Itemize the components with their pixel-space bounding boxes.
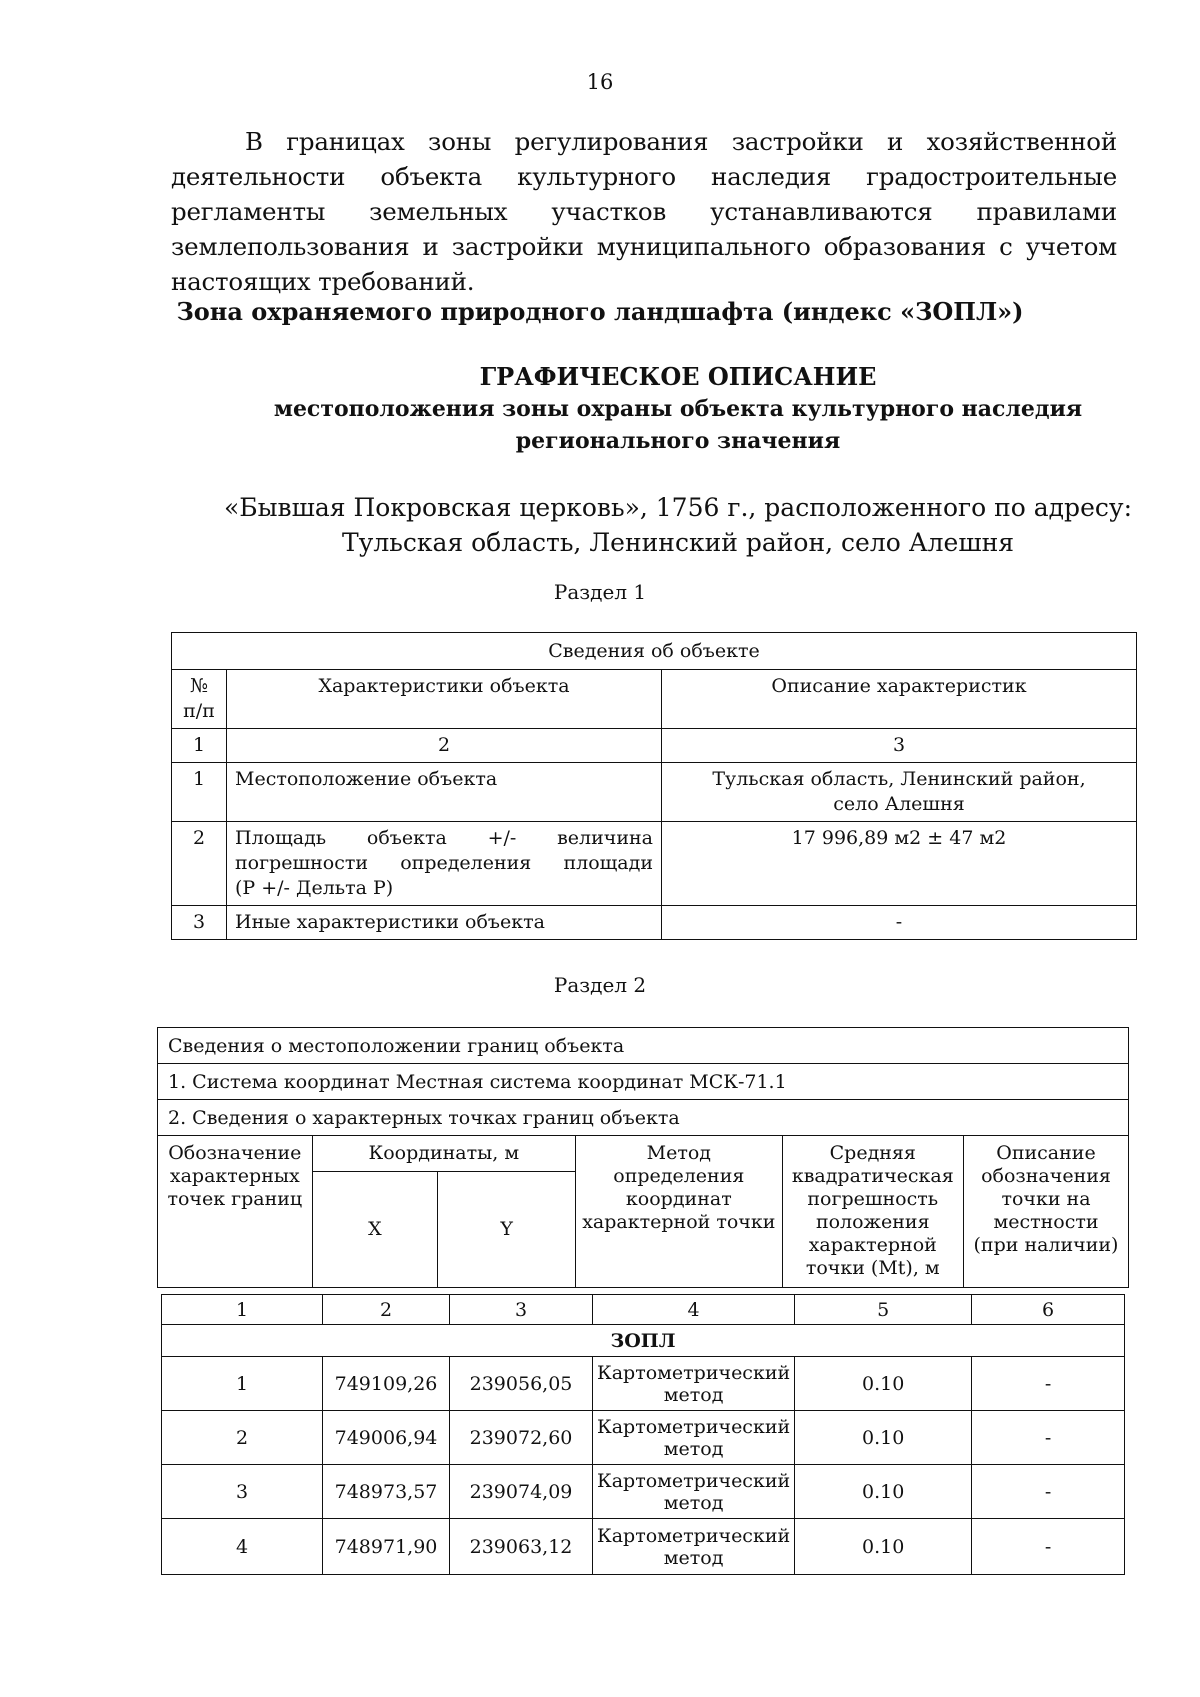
method-line: метод: [663, 1546, 724, 1569]
row-description: [662, 763, 1137, 822]
row-description: 17 996,89 м2 ± 47 м2: [662, 822, 1137, 906]
col-number: 1: [162, 1295, 323, 1325]
point-rms: 0.10: [795, 1357, 972, 1411]
zone-title: Зона охраняемого природного ландшафта (индекс «ЗОПЛ»): [176, 297, 1024, 326]
point-id: 3: [162, 1465, 323, 1519]
intro-paragraph: В границах зоны регулирования застройки и хозяйственной деятельности объекта культурного наследия градостроительные регламенты земельных участков устанавливаются правилами землепользования и застройки муниципального образования с учетом настоящих требований.: [171, 127, 1117, 296]
graphic-description-subtitle-1: местоположения зоны охраны объекта культурного наследия: [273, 396, 1083, 422]
col-number: 5: [795, 1295, 972, 1325]
table-row: [172, 763, 1137, 822]
point-description: -: [972, 1519, 1125, 1575]
header-coordinates: Координаты, м: [312, 1136, 576, 1172]
point-y: 239074,09: [450, 1465, 593, 1519]
point-id: 1: [162, 1357, 323, 1411]
point-id: 4: [162, 1519, 323, 1575]
point-y: 239056,05: [450, 1357, 593, 1411]
boundary-title: Сведения о местоположении границ объекта: [158, 1028, 1129, 1064]
table-row: [162, 1357, 1125, 1411]
graphic-description-title: ГРАФИЧЕСКОЕ ОПИСАНИЕ: [479, 362, 877, 391]
point-x: 748971,90: [323, 1519, 450, 1575]
row-characteristic: Иные характеристики объекта: [227, 906, 662, 940]
col-number: 1: [172, 729, 227, 763]
header-point-description: Описание обозначения точки на местности (при наличии): [963, 1136, 1128, 1288]
method-line: метод: [663, 1383, 724, 1406]
point-id: 2: [162, 1411, 323, 1465]
point-rms: 0.10: [795, 1465, 972, 1519]
point-method: [593, 1465, 795, 1519]
point-rms: 0.10: [795, 1411, 972, 1465]
points-table: [161, 1294, 1125, 1575]
col-number: 2: [323, 1295, 450, 1325]
boundary-info-table: [157, 1027, 1129, 1288]
points-title: 2. Сведения о характерных точках границ объекта: [158, 1100, 1129, 1136]
col-number: 6: [972, 1295, 1125, 1325]
point-y: 239063,12: [450, 1519, 593, 1575]
object-info-table: [171, 632, 1137, 940]
point-rms: 0.10: [795, 1519, 972, 1575]
method-line: метод: [663, 1437, 724, 1460]
page-number: 16: [586, 70, 614, 94]
header-y: Y: [438, 1172, 576, 1288]
row-description: -: [662, 906, 1137, 940]
row-characteristic-line: (Р +/- Дельта Р): [235, 877, 394, 899]
section-1-label: Раздел 1: [553, 580, 647, 604]
method-line: Картометрический: [597, 1469, 791, 1492]
table-row: [172, 822, 1137, 906]
header-num: № п/п: [172, 670, 227, 729]
table-title: Сведения об объекте: [172, 633, 1137, 670]
table-row: [162, 1465, 1125, 1519]
point-x: 748973,57: [323, 1465, 450, 1519]
point-method: [593, 1519, 795, 1575]
object-name-line-2: Тульская область, Ленинский район, село Алешня: [341, 528, 1015, 557]
table-row: [172, 906, 1137, 940]
method-line: метод: [663, 1491, 724, 1514]
point-description: -: [972, 1465, 1125, 1519]
header-characteristics: Характеристики объекта: [227, 670, 662, 729]
col-number: 4: [593, 1295, 795, 1325]
method-line: Картометрический: [597, 1361, 791, 1384]
point-description: -: [972, 1357, 1125, 1411]
header-x: X: [312, 1172, 438, 1288]
point-x: 749109,26: [323, 1357, 450, 1411]
row-description-line: Тульская область, Ленинский район,: [712, 768, 1086, 790]
section-2-label: Раздел 2: [553, 973, 647, 997]
col-number: 2: [227, 729, 662, 763]
table-row: [162, 1411, 1125, 1465]
coordinate-system: 1. Система координат Местная система координат МСК-71.1: [158, 1064, 1129, 1100]
row-num: 1: [172, 763, 227, 822]
row-description-line: село Алешня: [833, 793, 965, 815]
row-characteristic: Местоположение объекта: [227, 763, 662, 822]
group-label: ЗОПЛ: [162, 1325, 1125, 1357]
header-method: Метод определения координат характерной точки: [576, 1136, 782, 1288]
row-num: 3: [172, 906, 227, 940]
row-characteristic-line: Площадь объекта +/- величина: [235, 827, 653, 849]
header-description: Описание характеристик: [662, 670, 1137, 729]
point-x: 749006,94: [323, 1411, 450, 1465]
header-designation: Обозначение характерных точек границ: [158, 1136, 313, 1288]
header-rms: Средняя квадратическая погрешность положения характерной точки (Mt), м: [782, 1136, 963, 1288]
object-name: [180, 490, 1176, 560]
col-number: 3: [450, 1295, 593, 1325]
point-method: [593, 1357, 795, 1411]
point-description: -: [972, 1411, 1125, 1465]
col-number: 3: [662, 729, 1137, 763]
row-characteristic-line: погрешности определения площади: [235, 852, 653, 874]
row-characteristic: [227, 822, 662, 906]
point-y: 239072,60: [450, 1411, 593, 1465]
method-line: Картометрический: [597, 1415, 791, 1438]
point-method: [593, 1411, 795, 1465]
row-num: 2: [172, 822, 227, 906]
table-row: [162, 1519, 1125, 1575]
object-name-line-1: «Бывшая Покровская церковь», 1756 г., расположенного по адресу:: [223, 493, 1132, 522]
method-line: Картометрический: [597, 1524, 791, 1547]
graphic-description-subtitle-2: регионального значения: [515, 428, 841, 454]
